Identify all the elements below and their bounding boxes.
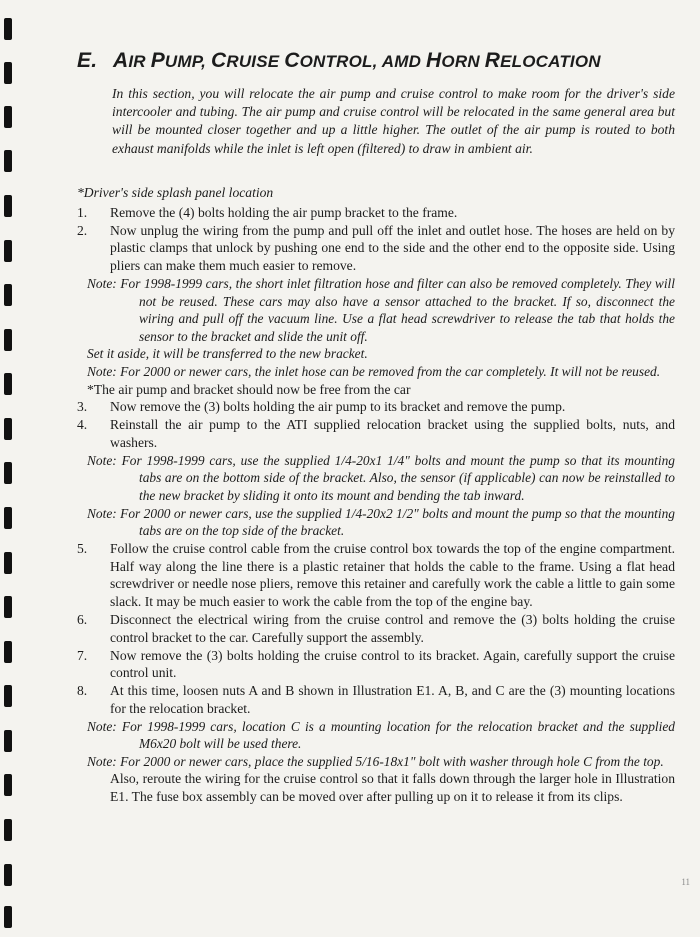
step-item (77, 611, 675, 647)
step-text: Follow the cruise control cable from the cruise control box towards the top of the engine compartment. Half way along the line there is a plastic retainer that holds the cable to the frame. Using a flat head screwdriver or needle nose pliers, remove this retainer and carefully work the cable a little to gain some slack. It may be much easier to work the cable from the top of the engine bay. (110, 540, 675, 610)
step-item (77, 647, 675, 683)
step-text: Disconnect the electrical wiring from the cruise control and remove the (3) bolts holding the cruise control bracket to the car. Carefully support the assembly. (110, 611, 675, 645)
page-number: 11 (681, 877, 690, 887)
binding-hole (4, 596, 12, 618)
note-1998-1999 (87, 275, 675, 363)
step-text: At this time, loosen nuts A and B shown in Illustration E1. A, B, and C are the (3) mounting locations for the relocation bracket. (110, 683, 675, 716)
step-continuation (77, 770, 675, 806)
step-number: 6. (77, 611, 88, 627)
heading-big-letter: A (113, 49, 129, 72)
note-1998-1999: Note: For 1998-1999 cars, location C is a mounting location for the relocation bracket and the supplied M6x20 bolt will be used there. (87, 718, 675, 752)
binding-hole (4, 284, 12, 306)
binding-hole (4, 106, 12, 128)
step-item (77, 222, 675, 275)
heading-big-letter: R (484, 49, 501, 72)
binding-hole (4, 730, 12, 752)
step-item (77, 682, 675, 718)
note-text-continued: Set it aside, it will be transferred to the new bracket. (87, 346, 368, 362)
binding-hole (4, 552, 12, 574)
note-text: Note: For 1998-1999 cars, the short inlet filtration hose and filter can also be removed completely. They will not be reused. These cars may also have a sensor attached to the bracket. If so, disconnect the wiring and pull off the vacuum line. Use a flat head screwdriver to release the tab that holds the sensor to the bracket and slide the unit off. (87, 276, 675, 344)
note-2000-newer: Note: For 2000 or newer cars, use the supplied 1/4-20x2 1/2" bolts and mount the pump so that the mounting tabs are on the top side of the bracket. (87, 505, 675, 539)
binding-hole (4, 329, 12, 351)
binding-hole (4, 819, 12, 841)
instruction-steps (77, 204, 675, 275)
heading-small-caps: UMP, (164, 52, 211, 71)
note-1998-1999: Note: For 1998-1999 cars, use the supplied 1/4-20x1 1/4" bolts and mount the pump so that its mounting tabs are on the bottom side of the bracket. Also, the sensor (if applicable) can now be reinstalled to the new bracket by sliding it onto its mount and bending the tab inward. (87, 452, 675, 503)
heading-big-letter: C (284, 49, 300, 72)
section-letter: E. (77, 49, 98, 72)
step-number: 1. (77, 204, 88, 220)
step-number: 3. (77, 399, 88, 415)
step-item (77, 398, 675, 416)
step-number: 2. (77, 222, 88, 238)
spiral-binding (0, 0, 22, 937)
heading-small-caps: RUISE (226, 52, 285, 71)
step-text: Now remove the (3) bolts holding the air pump to its bracket and remove the pump. (110, 399, 566, 415)
step-item (77, 540, 675, 611)
step-text: Now remove the (3) bolts holding the cruise control to its bracket. Again, carefully support the cruise control unit. (110, 647, 675, 681)
section-intro: In this section, you will relocate the air pump and cruise control to make room for the driver's side intercooler and tubing. The air pump and cruise control will be relocated in the same general area but will be mounted closer together and up a little higher. The outlet of the air pump is routed to both exhaust manifolds while the inlet is left open (filtered) to draw in ambient air. (112, 86, 675, 156)
heading-big-letter: P (150, 49, 165, 72)
step-number: 8. (77, 683, 88, 699)
step-item (77, 416, 675, 452)
note-2000-newer: Note: For 2000 or newer cars, place the supplied 5/16-18x1" bolt with washer through hole C from the top. (87, 753, 664, 769)
step-number: 4. (77, 417, 88, 433)
binding-hole (4, 418, 12, 440)
pump-free-note: *The air pump and bracket should now be free from the car (87, 381, 411, 397)
step-text: Reinstall the air pump to the ATI supplied relocation bracket using the supplied bolts, nuts, and washers. (110, 417, 675, 450)
instruction-steps (77, 398, 675, 451)
binding-hole (4, 62, 12, 84)
step-text: Also, reroute the wiring for the cruise control so that it falls down through the larger hole in Illustration E1. The fuse box assembly can be moved over after pulling up on it to release it from its clips. (110, 771, 675, 805)
binding-hole (4, 240, 12, 262)
step-number: 5. (77, 540, 88, 556)
heading-big-letter: C (210, 49, 227, 72)
section-heading (77, 48, 675, 75)
heading-small-caps: ELOCATION (500, 52, 601, 71)
binding-hole (4, 195, 12, 217)
heading-big-letter: H (426, 49, 442, 72)
note-2000-newer: Note: For 2000 or newer cars, the inlet hose can be removed from the car completely. It will not be reused. (87, 363, 661, 379)
binding-hole (4, 906, 12, 928)
document-page (77, 48, 675, 806)
step-number: 7. (77, 647, 88, 663)
binding-hole (4, 685, 12, 707)
binding-hole (4, 774, 12, 796)
heading-small-caps: IR (128, 52, 151, 71)
binding-hole (4, 373, 12, 395)
binding-hole (4, 462, 12, 484)
step-text: Remove the (4) bolts holding the air pump bracket to the frame. (110, 204, 458, 220)
heading-small-caps: ONTROL, AMD (299, 52, 427, 71)
binding-hole (4, 18, 12, 40)
binding-hole (4, 507, 12, 529)
binding-hole (4, 641, 12, 663)
heading-small-caps: ORN (441, 52, 485, 71)
binding-hole (4, 150, 12, 172)
step-item (77, 204, 675, 222)
splash-panel-note: *Driver's side splash panel location (77, 184, 274, 200)
binding-hole (4, 864, 12, 886)
step-text: Now unplug the wiring from the pump and pull off the inlet and outlet hose. The hoses are held on by plastic clamps that unlock by pushing one end to the side and the other end to the opposite side. Using pliers can make them much easier to remove. (110, 222, 675, 274)
instruction-steps (77, 540, 675, 718)
